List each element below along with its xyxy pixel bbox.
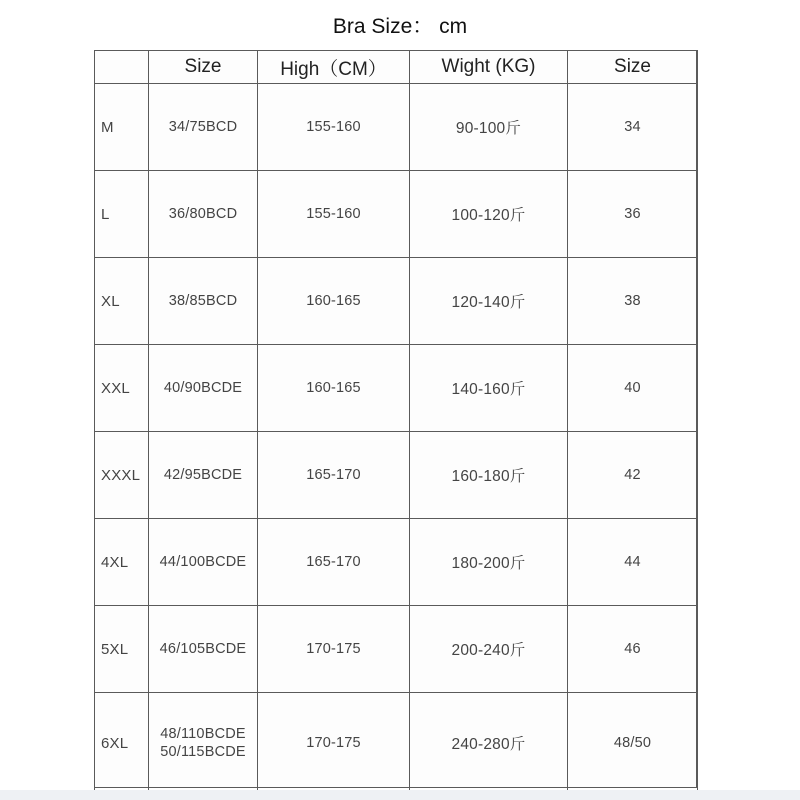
size-cell: 34 [568,84,698,171]
header-height: High（CM） [258,51,410,84]
size-cell: 48/50 [568,693,698,794]
size-label: M [95,84,149,171]
weight-cell: 160-180斤 [410,432,568,519]
size-cell: 36 [568,171,698,258]
size-cell: 42 [568,432,698,519]
bra-size-value: 50/115BCDE [160,744,246,760]
size-label: XXL [95,345,149,432]
table-row [95,606,698,693]
table-row [95,693,698,794]
header-weight: Wight (KG) [410,51,568,84]
bra-size-value: 40/90BCDE [163,380,243,396]
size-label: 4XL [95,519,149,606]
size-chart-table [94,50,698,794]
height-cell: 155-160 [258,171,410,258]
page-title: Bra Size： cm [332,15,468,38]
weight-cell: 240-280斤 [410,693,568,794]
size-label: L [95,171,149,258]
height-cell: 165-170 [258,432,410,519]
bra-size-value: 38/85BCD [168,293,238,309]
weight-cell: 180-200斤 [410,519,568,606]
table-row [95,345,698,432]
bra-size-cell [149,693,258,794]
height-cell: 155-160 [258,84,410,171]
bra-size-value: 46/105BCDE [159,641,247,657]
weight-cell: 140-160斤 [410,345,568,432]
table-row [95,519,698,606]
height-cell: 170-175 [258,606,410,693]
table-row [95,84,698,171]
height-cell: 160-165 [258,258,410,345]
bra-size-cell [149,171,258,258]
size-label: 5XL [95,606,149,693]
height-cell: 160-165 [258,345,410,432]
bra-size-cell [149,258,258,345]
header-size: Size [568,51,698,84]
bra-size-cell [149,606,258,693]
bra-size-value: 44/100BCDE [159,554,247,570]
size-label: XXXL [95,432,149,519]
weight-cell: 100-120斤 [410,171,568,258]
bottom-shade [0,790,800,800]
bra-size-value: 36/80BCD [168,206,238,222]
header-label [95,51,149,84]
weight-cell: 90-100斤 [410,84,568,171]
size-cell: 38 [568,258,698,345]
table-row [95,432,698,519]
size-cell: 46 [568,606,698,693]
height-cell: 170-175 [258,693,410,794]
table-row [95,171,698,258]
bra-size-value: 48/110BCDE [160,726,246,742]
size-label: 6XL [95,693,149,794]
bra-size-value: 34/75BCD [168,119,238,135]
size-cell: 40 [568,345,698,432]
table-row [95,258,698,345]
bra-size-cell [149,84,258,171]
bra-size-cell [149,519,258,606]
bra-size-cell [149,432,258,519]
weight-cell: 120-140斤 [410,258,568,345]
size-label: XL [95,258,149,345]
height-cell: 165-170 [258,519,410,606]
weight-cell: 200-240斤 [410,606,568,693]
header-bra-size: Size [149,51,258,84]
table-header-row [95,51,698,84]
bra-size-value: 42/95BCDE [163,467,243,483]
bra-size-cell [149,345,258,432]
size-cell: 44 [568,519,698,606]
